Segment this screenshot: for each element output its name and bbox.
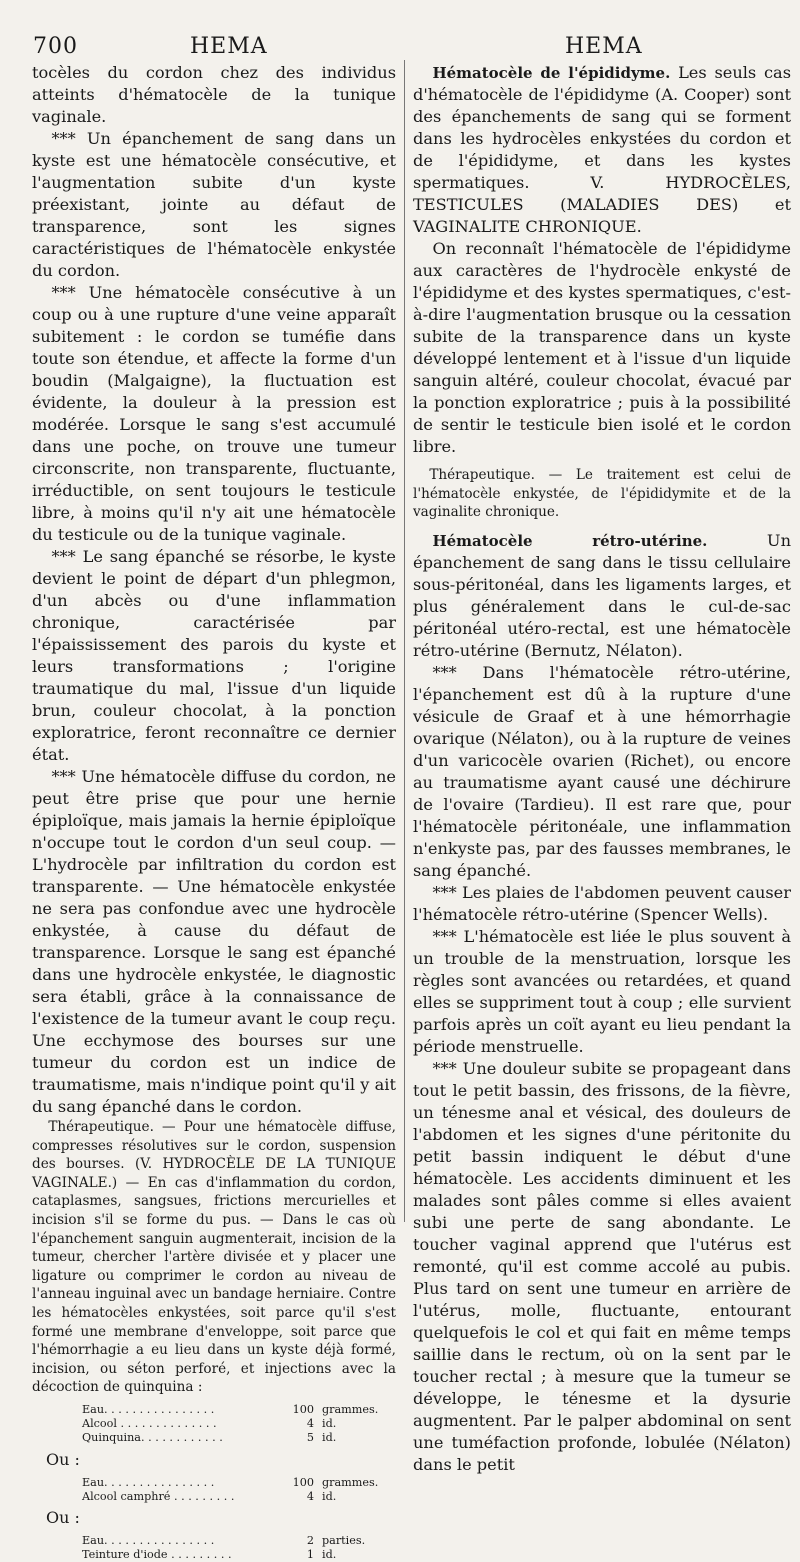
recipe-3: [32, 1534, 396, 1562]
entry-title: Hématocèle de l'épididyme.: [432, 64, 671, 82]
entry-retro-uterine: Hématocèle rétro-utérine. Un épanchement de sang dans le tissu cellulaire sous-péritonéal, dans les ligaments larges, et plus généralement dans le cul-de-sac péritonéal utéro-rectal, est une hématocèle rétro-utérine (Bernutz, Nélaton).: [413, 530, 791, 660]
right-column: [413, 62, 791, 1474]
recipe-row: Teinture d'iode . . . . . . . . . 1 id.: [82, 1548, 337, 1562]
paragraph: *** Une hématocèle consécutive à un coup ou à une rupture d'une veine apparaît subitement : le cordon se tuméfie dans toute son étendue, et affecte la forme d'un boudin (Malgaigne), la fluctuation est évidente, la douleur à la pression est modérée. Lorsque le sang s'est accumulé dans une poche, on trouve une tumeur circonscrite, non transparente, fluctuante, irréductible, on sent toujours le testicule libre, à moins qu'il n'y ait une hématocèle du testicule ou de la tunique vaginale.: [32, 283, 396, 544]
paragraph: *** Le sang épanché se résorbe, le kyste devient le point de départ d'un phlegmon, d'un abcès ou d'une inflammation chronique, caractérisée par l'épaississement des parois du kyste et leurs transformations ; l'origine traumatique du mal, l'issue d'un liquide brun, couleur chocolat, à la ponction exploratrice, feront reconnaître ce dernier état.: [32, 547, 396, 764]
paragraph: *** Les plaies de l'abdomen peuvent causer l'hématocèle rétro-utérine (Spencer Wells).: [413, 882, 791, 924]
paragraph: *** Dans l'hématocèle rétro-utérine, l'épanchement est dû à la rupture d'une vésicule de Graaf et à une hémorrhagie ovarique (Nélaton), ou à la rupture de veines d'un varicocèle ovarien (Richet), ou encore au traumatisme ayant causé une déchirure de l'ovaire (Tardieu). Il est rare que, pour l'hématocèle péritonéale, une inflammation n'enkyste pas, par des fausses membranes, le sang épanché.: [413, 662, 791, 880]
page-number: 700: [33, 34, 78, 59]
recipe-row: Alcool camphré . . . . . . . . . 4 id.: [82, 1489, 337, 1503]
paragraph: *** Une hématocèle diffuse du cordon, ne peut être prise que pour une hernie épiploïque, mais jamais la hernie épiploïque n'occupe tout le cordon d'un seul coup. — L'hydrocèle par infiltration du cordon est transparente. — Une hématocèle enkystée ne sera pas confondue avec une hydrocèle enkystée, à cause du défaut de transparence. Lorsque le sang est épanché dans une hydrocèle enkystée, le diagnostic sera établi, grâce à la connaissance de l'existence de la tumeur avant le coup reçu. Une ecchymose des bourses sur une tumeur du cordon est un indice de traumatisme, mais n'indique point qu'il y ait du sang épanché dans le cordon.: [32, 767, 396, 1116]
running-head-left: HEMA: [190, 34, 268, 59]
therapeutique-paragraph: Thérapeutique. — Pour une hématocèle diffuse, compresses résolutives sur le cordon, suspension des bourses. (V. HYDROCÈLE DE LA TUNIQUE VAGINALE.) — En cas d'inflammation du cordon, cataplasmes, sangsues, frictions mercurielles et incision s'il se forme du pus. — Dans le cas où l'épanchement sanguin augmenterait, incision de la tumeur, chercher l'artère divisée et y placer une ligature ou comprimer le cordon au niveau de l'anneau inguinal avec un bandage herniaire. Contre les hématocèles enkystées, soit parce qu'il s'est formé une membrane d'enveloppe, soit parce que l'hémorrhagie a eu lieu dans un kyste déjà formé, incision, ou séton perforé, et injections avec la décoction de quinquina :: [32, 1119, 396, 1396]
paragraph: *** Une douleur subite se propageant dans tout le petit bassin, des frissons, de la fièvre, un ténesme anal et vésical, des douleurs de l'abdomen et les signes d'une péritonite du petit bassin indiquent le début d'une hématocèle. Les accidents diminuent et les malades sont pâles comme si elles avaient subi une perte de sang abondante. Le toucher vaginal apprend que l'utérus est remonté, qu'il est comme accolé au pubis. Plus tard on sent une tumeur en arrière de l'utérus, molle, fluctuante, entourant quelquefois le col et qui fait en même temps saillie dans le rectum, où on la sent par le toucher rectal ; à mesure que la tumeur se développe, le ténesme et la dysurie augmentent. Par le palper abdominal on sent une tuméfaction profonde, lobulée (Nélaton) dans le petit: [413, 1058, 791, 1474]
recipe-1: [32, 1403, 396, 1446]
left-column: [32, 62, 396, 1562]
recipe-row: Eau. . . . . . . . . . . . . . . . 100 grammes.: [82, 1402, 379, 1416]
paragraph: tocèles du cordon chez des individus atteints d'hématocèle de la tunique vaginale.: [32, 63, 396, 126]
therapeutique-paragraph: Thérapeutique. — Le traitement est celui de l'hématocèle enkystée, de l'épididymite et de la vaginalite chronique.: [413, 467, 791, 521]
entry-title: Hématocèle rétro-utérine.: [432, 531, 708, 550]
recipe-row: Eau. . . . . . . . . . . . . . . . 2 parties.: [82, 1533, 366, 1547]
column-divider: [404, 60, 405, 1222]
recipe-2: [32, 1476, 396, 1504]
ou-label: Ou :: [46, 1507, 80, 1527]
paragraph: *** L'hématocèle est liée le plus souvent à un trouble de la menstruation, lorsque les règles sont avancées ou retardées, et quand elles se suppriment tout à coup ; elle survient parfois après un coït ayant eu lieu pendant la période menstruelle.: [413, 926, 791, 1056]
paragraph: On reconnaît l'hématocèle de l'épididyme aux caractères de l'hydrocèle enkysté de l'épididyme et des kystes spermatiques, c'est-à-dire l'augmentation brusque ou la cessation subite de la transparence dans un kyste développé lentement et à l'issue d'un liquide sanguin altéré, couleur chocolat, évacué par la ponction exploratrice ; puis à la possibilité de sentir le testicule bien isolé et le cordon libre.: [413, 239, 791, 456]
recipe-row: Alcool . . . . . . . . . . . . . . 4 id.: [82, 1417, 337, 1431]
recipe-row: Eau. . . . . . . . . . . . . . . . 100 grammes.: [82, 1475, 379, 1489]
running-head-right: HEMA: [565, 34, 643, 59]
ou-label: Ou :: [46, 1449, 80, 1469]
entry-epididyme: Hématocèle de l'épididyme. Les seuls cas d'hématocèle de l'épididyme (A. Cooper) sont des épanchements de sang qui se forment dans les hydrocèles enkystées du cordon et de l'épididyme, et dans les kystes spermatiques. V. HYDROCÈLES, TESTICULES (MALADIES DES) et VAGINALITE CHRONIQUE.: [413, 63, 791, 236]
recipe-row: Quinquina. . . . . . . . . . . . 5 id.: [82, 1431, 337, 1445]
paragraph: *** Un épanchement de sang dans un kyste est une hématocèle consécutive, et l'augmentation subite d'un kyste préexistant, jointe au défaut de transparence, sont les signes caractéristiques de l'hématocèle enkystée du cordon.: [32, 129, 396, 280]
